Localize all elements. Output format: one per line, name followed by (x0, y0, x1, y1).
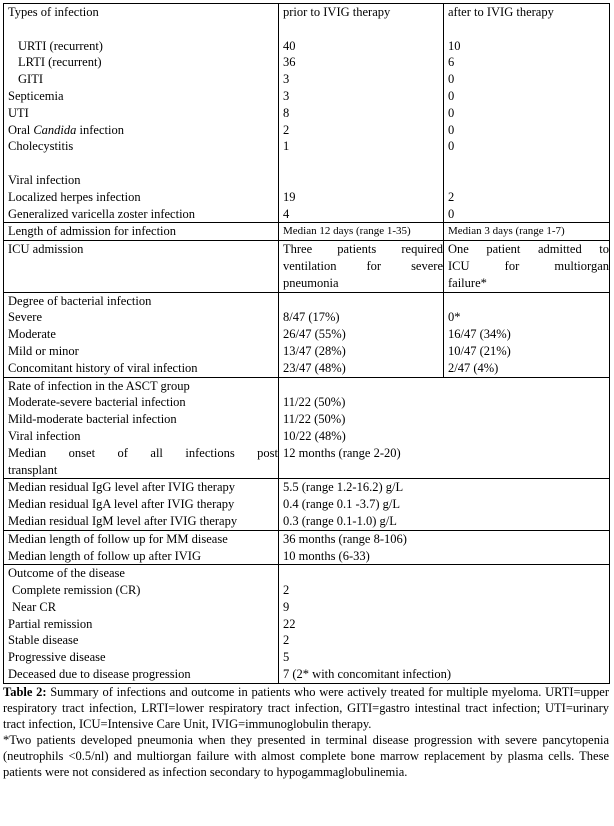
degree-prior: 23/47 (48%) (283, 360, 346, 375)
icu-prior (279, 241, 444, 292)
length-label: Length of admission for infection (8, 224, 177, 239)
icu-prior-line: Three patients required (283, 242, 443, 257)
asct-onset-label-2: transplant (8, 462, 58, 477)
asct-onset-label: Median onset of all infections post (8, 445, 278, 460)
degree-prior: 13/47 (28%) (283, 343, 346, 358)
degree-after: 2/47 (4%) (448, 360, 499, 375)
cholecystitis-prior: 1 (283, 139, 290, 154)
cholecystitis-label: Cholecystitis (8, 139, 74, 154)
caption-main (3, 684, 609, 732)
degree-label: Severe (8, 310, 43, 325)
caption-footnote: *Two patients developed pneumonia when they presented in terminal disease progression with severe pancytopenia (neutrophils <0.5/nl) and multiorgan failure with almost complete bone marrow replacement by plasma cells. These patients were not considered as infection secondary to hypogammaglobulinemia. (3, 733, 609, 779)
urti-after: 10 (448, 38, 461, 53)
outcome-label: Stable disease (8, 633, 79, 648)
outcome-label: Partial remission (8, 616, 93, 631)
residual-label: Median residual IgG level after IVIG therapy (8, 480, 235, 495)
icu-after-line: ICU for multiorgan (448, 258, 609, 273)
oral-after: 0 (448, 122, 455, 137)
residual-row (4, 479, 610, 530)
outcome-row (4, 565, 610, 684)
types-row (4, 4, 610, 223)
infection-table (3, 3, 610, 684)
oral-prior: 2 (283, 122, 290, 137)
degree-after: 10/47 (21%) (448, 343, 511, 358)
icu-prior-line: pneumonia (283, 275, 339, 290)
residual-label: Median residual IgA level after IVIG therapy (8, 497, 235, 512)
localized-label: Localized herpes infection (8, 189, 141, 204)
outcome-value: 2 (283, 583, 290, 598)
generalized-after: 0 (448, 206, 455, 221)
septicemia-prior: 3 (283, 88, 290, 103)
degree-label: Moderate (8, 327, 56, 342)
header-col1: Types of infection (8, 5, 99, 19)
degree-row (4, 292, 610, 377)
asct-row (4, 377, 610, 479)
lrti-after: 6 (448, 55, 455, 70)
asct-label: Moderate-severe bacterial infection (8, 395, 186, 410)
followup-value: 36 months (range 8-106) (283, 531, 407, 546)
outcome-value: 5 (283, 650, 290, 665)
urti-prior: 40 (283, 38, 296, 53)
header-col3: after to IVIG therapy (448, 5, 554, 19)
header-col2: prior to IVIG therapy (283, 5, 391, 19)
outcome-label: Near CR (12, 599, 57, 614)
degree-after: 0* (448, 310, 461, 325)
icu-prior-line: ventilation for severe (283, 258, 443, 273)
outcome-value: 22 (283, 616, 296, 631)
localized-after: 2 (448, 189, 455, 204)
asct-value: 11/22 (50%) (283, 412, 346, 427)
asct-heading: Rate of infection in the ASCT group (8, 378, 190, 393)
degree-label: Mild or minor (8, 343, 79, 358)
outcome-value: 9 (283, 599, 290, 614)
cholecystitis-after: 0 (448, 139, 455, 154)
degree-prior: 26/47 (55%) (283, 327, 346, 342)
icu-after-line: One patient admitted to (448, 242, 609, 257)
asct-onset-value: 12 months (range 2-20) (283, 445, 401, 460)
residual-value: 5.5 (range 1.2-16.2) g/L (283, 480, 404, 495)
residual-value: 0.3 (range 0.1-1.0) g/L (283, 513, 397, 528)
degree-label: Concomitant history of viral infection (8, 360, 198, 375)
lrti-prior: 36 (283, 55, 296, 70)
outcome-label: Deceased due to disease progression (8, 667, 191, 682)
degree-heading: Degree of bacterial infection (8, 293, 152, 308)
icu-after (444, 241, 610, 292)
followup-value: 10 months (6-33) (283, 548, 370, 563)
outcome-heading: Outcome of the disease (8, 566, 125, 581)
generalized-label: Generalized varicella zoster infection (8, 206, 196, 221)
icu-after-line: failure* (448, 275, 487, 290)
septicemia-label: Septicemia (8, 88, 64, 103)
uti-after: 0 (448, 105, 455, 120)
length-after: Median 3 days (range 1-7) (448, 225, 565, 238)
types-after-cell (444, 4, 610, 223)
degree-after: 16/47 (34%) (448, 327, 511, 342)
table-caption (3, 684, 609, 780)
residual-label: Median residual IgM level after IVIG therapy (8, 513, 238, 528)
giti-prior: 3 (283, 72, 290, 87)
outcome-label: Progressive disease (8, 650, 106, 665)
uti-label: UTI (8, 105, 29, 120)
giti-after: 0 (448, 72, 455, 87)
giti-label: GITI (18, 72, 43, 87)
outcome-value: 2 (283, 633, 290, 648)
length-row (4, 223, 610, 241)
lrti-label: LRTI (recurrent) (18, 55, 102, 70)
followup-label: Median length of follow up after IVIG (8, 548, 201, 563)
residual-value: 0.4 (range 0.1 -3.7) g/L (283, 497, 400, 512)
types-label-cell (4, 4, 279, 223)
degree-prior: 8/47 (17%) (283, 310, 340, 325)
types-prior-cell (279, 4, 444, 223)
outcome-value: 7 (2* with concomitant infection) (283, 667, 452, 682)
caption-text: Summary of infections and outcome in patients who were actively treated for multiple myeloma. URTI=upper respiratory tract infection, LRTI=lower respiratory tract infection, GITI=gastro intestinal tract infection; UTI=urinary tract infection, ICU=Intensive Care Unit, IVIG=immunoglobulin therapy. (3, 685, 609, 731)
asct-value: 11/22 (50%) (283, 395, 346, 410)
asct-value: 10/22 (48%) (283, 428, 346, 443)
caption-label: Table 2: (3, 685, 47, 699)
viral-heading: Viral infection (8, 172, 81, 187)
septicemia-after: 0 (448, 88, 455, 103)
followup-label: Median length of follow up for MM disease (8, 531, 228, 546)
icu-label: ICU admission (8, 242, 84, 257)
asct-label: Viral infection (8, 428, 81, 443)
asct-label: Mild-moderate bacterial infection (8, 412, 177, 427)
localized-prior: 19 (283, 189, 296, 204)
outcome-label: Complete remission (CR) (12, 583, 141, 598)
uti-prior: 8 (283, 105, 290, 120)
oral-candida-label: Oral Candida infection (8, 122, 124, 137)
urti-label: URTI (recurrent) (18, 38, 103, 53)
length-prior: Median 12 days (range 1-35) (283, 225, 411, 238)
generalized-prior: 4 (283, 206, 290, 221)
icu-row (4, 241, 610, 292)
followup-row (4, 530, 610, 565)
